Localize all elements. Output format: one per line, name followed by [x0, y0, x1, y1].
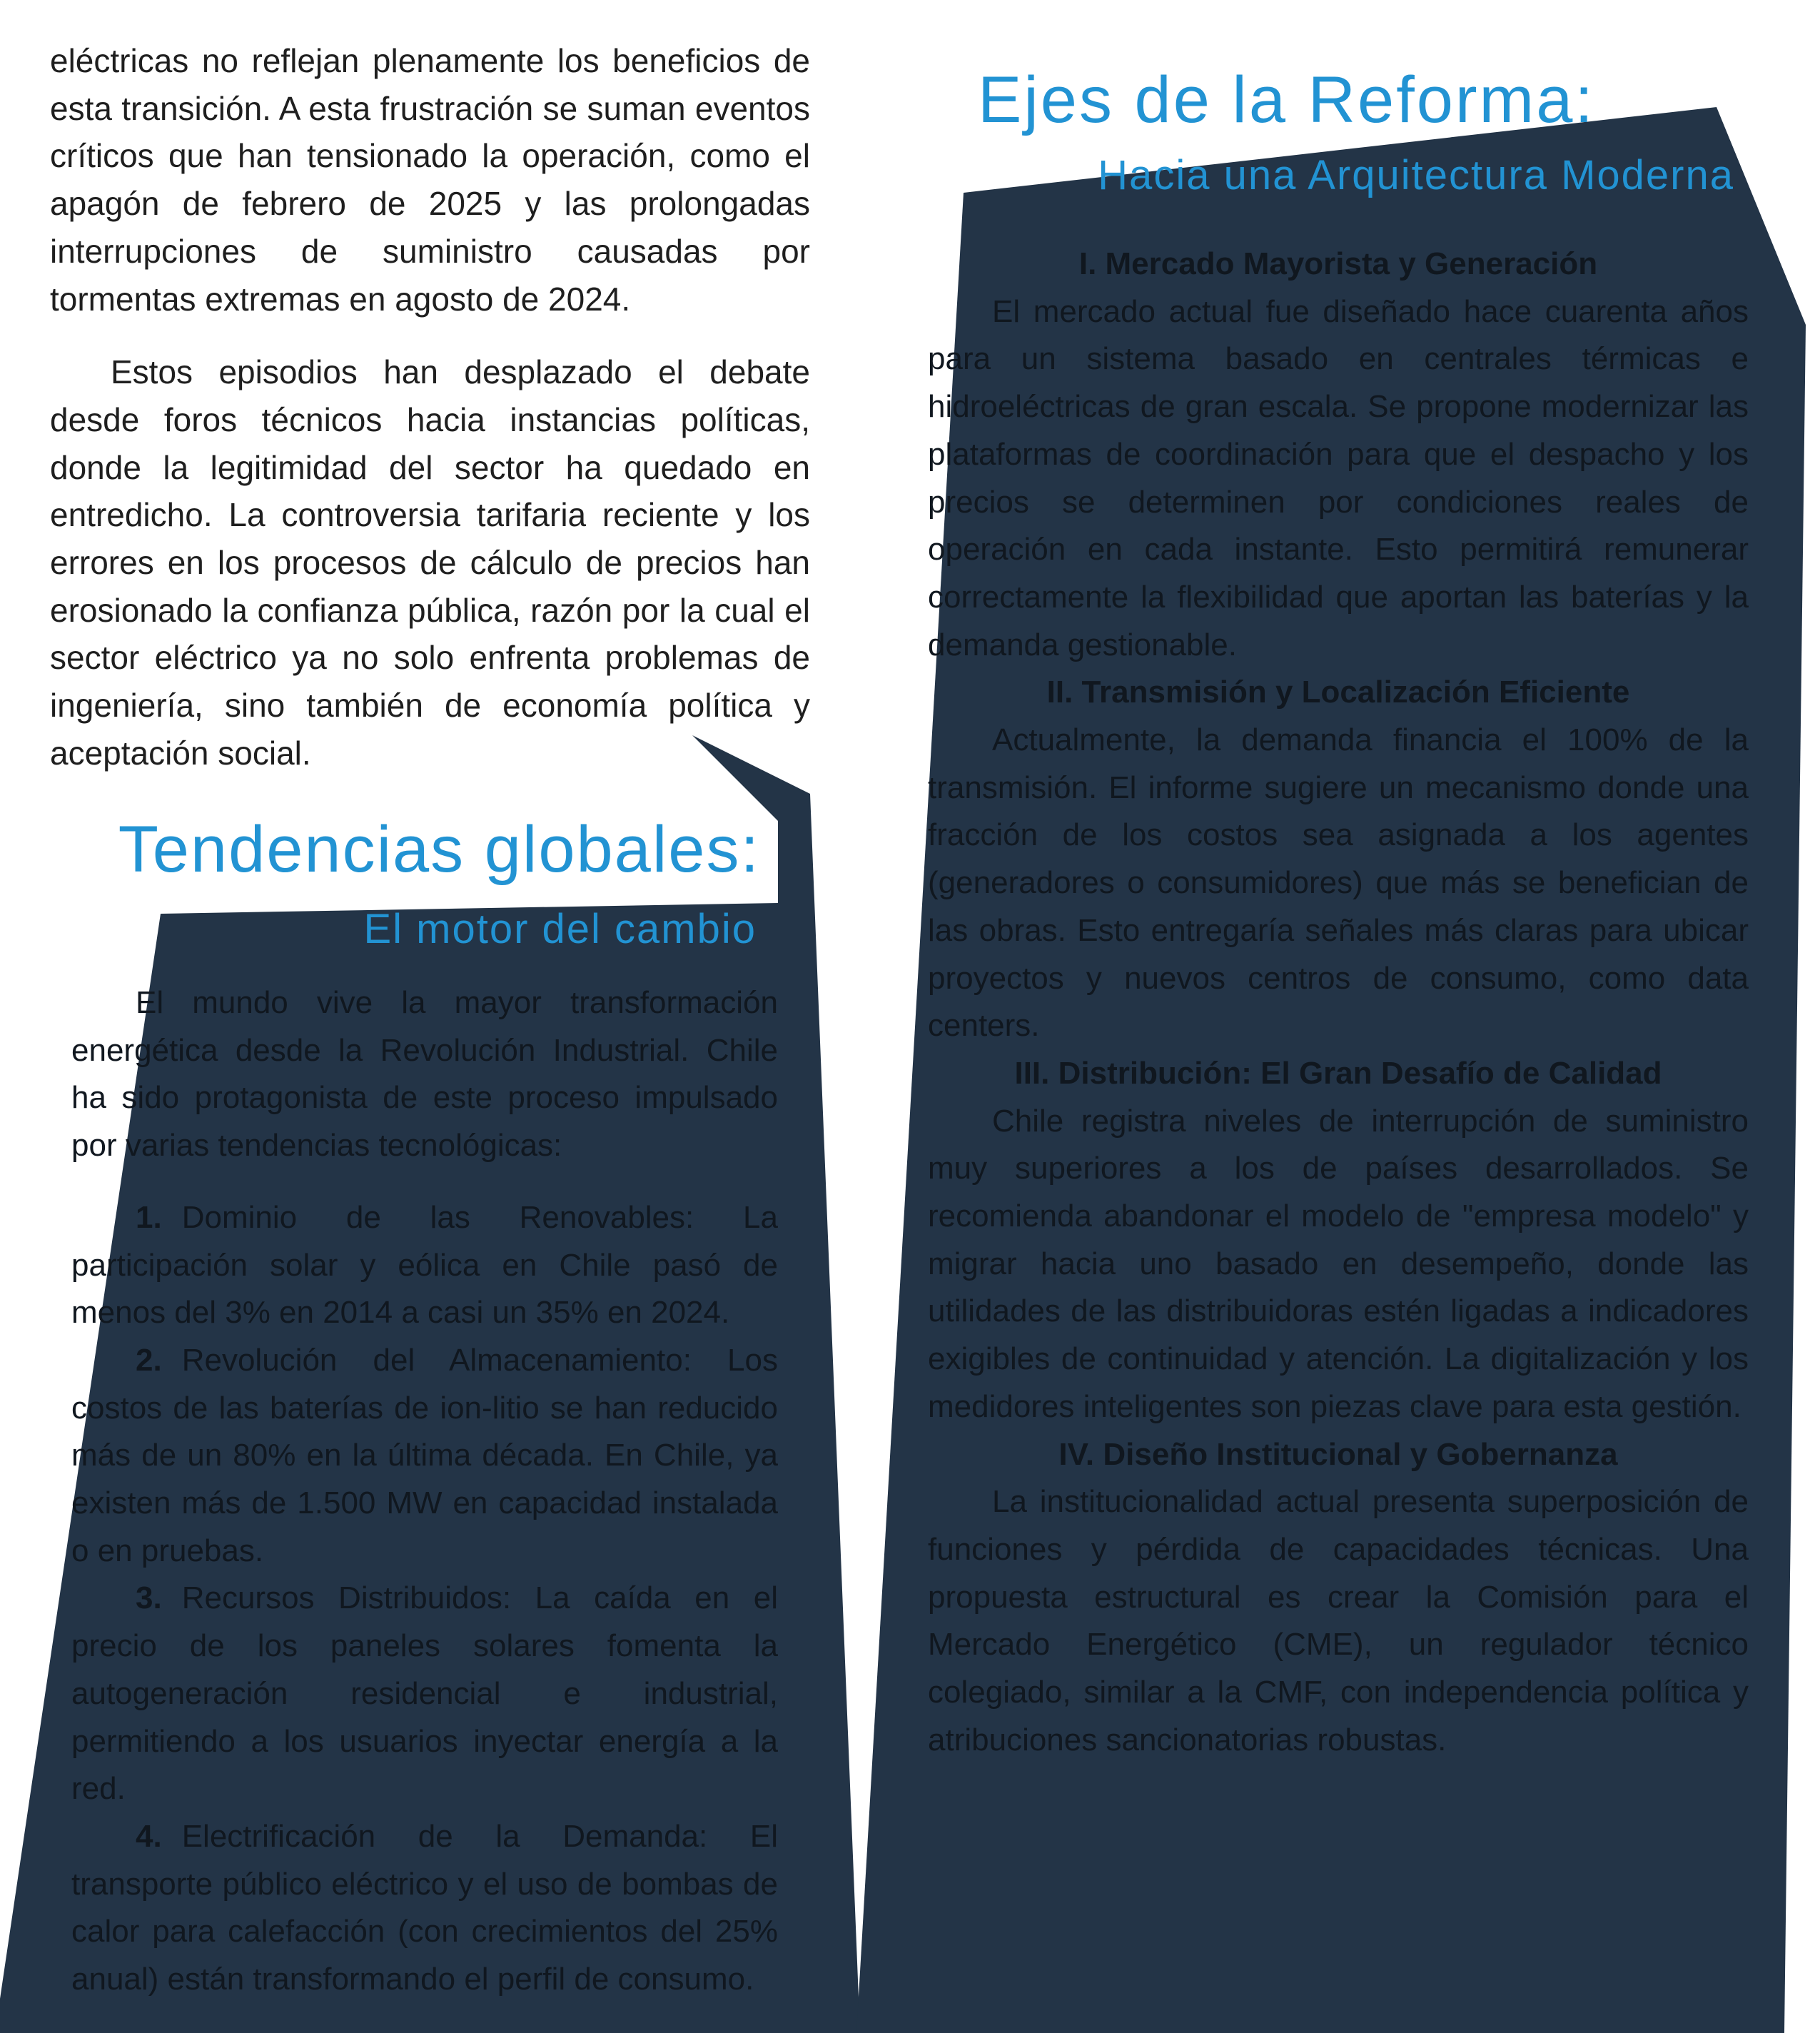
list-text: Revolución del Almacenamiento: Los costos de las baterías de ion-litio se han reducido más de un 80% en la última década. En Chile, ya existen más de 1.500 MW en capacidad instalada o en pruebas. — [71, 1342, 778, 1568]
section-title: II. Transmisión y Localización Eficiente — [1046, 675, 1630, 710]
section-title: III. Distribución: El Gran Desafío de Calidad — [1014, 1055, 1662, 1091]
intro-paragraph-2: Estos episodios han desplazado el debate desde foros técnicos hacia instancias políticas, donde la legitimidad del sector ha quedado en entredicho. La controversia tarifaria reciente y los errores en los procesos de cálculo de precios han erosionado la confianza pública, razón por la cual el sector eléctrico ya no solo enfrenta problemas de ingeniería, sino también de economía política y aceptación social. — [50, 353, 810, 772]
section-title: I. Mercado Mayorista y Generación — [1078, 246, 1598, 281]
tendencias-intro: El mundo vive la mayor transformación energética desde la Revolución Industrial. Chile ha sido protagonista de este proceso impulsado por varias tendencias tecnológicas: — [71, 985, 778, 1164]
tendencias-heading: Tendencias globales: — [118, 813, 760, 886]
list-item — [71, 1813, 778, 2004]
intro-paragraph-1: eléctricas no reflejan plenamente los beneficios de esta transición. A esta frustración se suman eventos críticos que han tensionado la operación, como el apagón de febrero de 2025 y las prolongadas interrupciones de suministro causadas por tormentas extremas en agosto de 2024. — [50, 42, 810, 318]
section-title: IV. Diseño Institucional y Gobernanza — [1058, 1436, 1618, 1472]
list-number: 4. — [136, 1818, 162, 1854]
list-number: 1. — [136, 1199, 162, 1235]
list-text: Electrificación de la Demanda: El transporte público eléctrico y el uso de bombas de calor para calefacción (con crecimientos del 25% anual) están transformando el perfil de consumo. — [71, 1818, 778, 1997]
section-text: La institucionalidad actual presenta superposición de funciones y pérdida de capacidades técnicas. Una propuesta estructural es crear la Comisión para el Mercado Energético (CME), un regulador técnico colegiado, similar a la CMF, con independencia política y atribuciones sancionatorias robustas. — [928, 1484, 1749, 1757]
list-item — [71, 1337, 778, 1575]
intro-text — [50, 37, 810, 777]
list-item — [71, 1194, 778, 1337]
tendencias-body — [71, 979, 778, 2004]
ejes-body — [928, 241, 1749, 1765]
tendencias-subheading: El motor del cambio — [363, 906, 757, 952]
section-text: Chile registra niveles de interrupción de suministro muy superiores a los de países desarrollados. Se recomienda abandonar el modelo de "empresa modelo" y migrar hacia uno basado en desempeño, donde las utilidades de las distribuidoras estén ligadas a indicadores exigibles de continuidad y atención. La digitalización y los medidores inteligentes son piezas clave para esta gestión. — [928, 1103, 1749, 1424]
ejes-subheading: Hacia una Arquitectura Moderna — [1098, 152, 1734, 198]
list-item — [71, 1575, 778, 1813]
list-text: Recursos Distribuidos: La caída en el precio de los paneles solares fomenta la autogeneración residencial e industrial, permitiendo a los usuarios inyectar energía a la red. — [71, 1580, 778, 1807]
list-number: 2. — [136, 1342, 162, 1378]
ejes-heading: Ejes de la Reforma: — [978, 64, 1595, 136]
list-text: Dominio de las Renovables: La participación solar y eólica en Chile pasó de menos del 3% en 2014 a casi un 35% en 2024. — [71, 1199, 778, 1331]
section-text: Actualmente, la demanda financia el 100% de la transmisión. El informe sugiere un mecanismo donde una fracción de los costos sea asignada a los agentes (generadores o consumidores) que más se benefician de las obras. Esto entregaría señales más claras para ubicar proyectos y nuevos centros de consumo, como data centers. — [928, 722, 1749, 1044]
list-number: 3. — [136, 1580, 162, 1616]
section-text: El mercado actual fue diseñado hace cuarenta años para un sistema basado en centrales térmicas e hidroeléctricas de gran escala. Se propone modernizar las plataformas de coordinación para que el despacho y los precios se determinen por condiciones reales de operación en cada instante. Esto permitirá remunerar correctamente la flexibilidad que aportan las baterías y la demanda gestionable. — [928, 293, 1749, 662]
